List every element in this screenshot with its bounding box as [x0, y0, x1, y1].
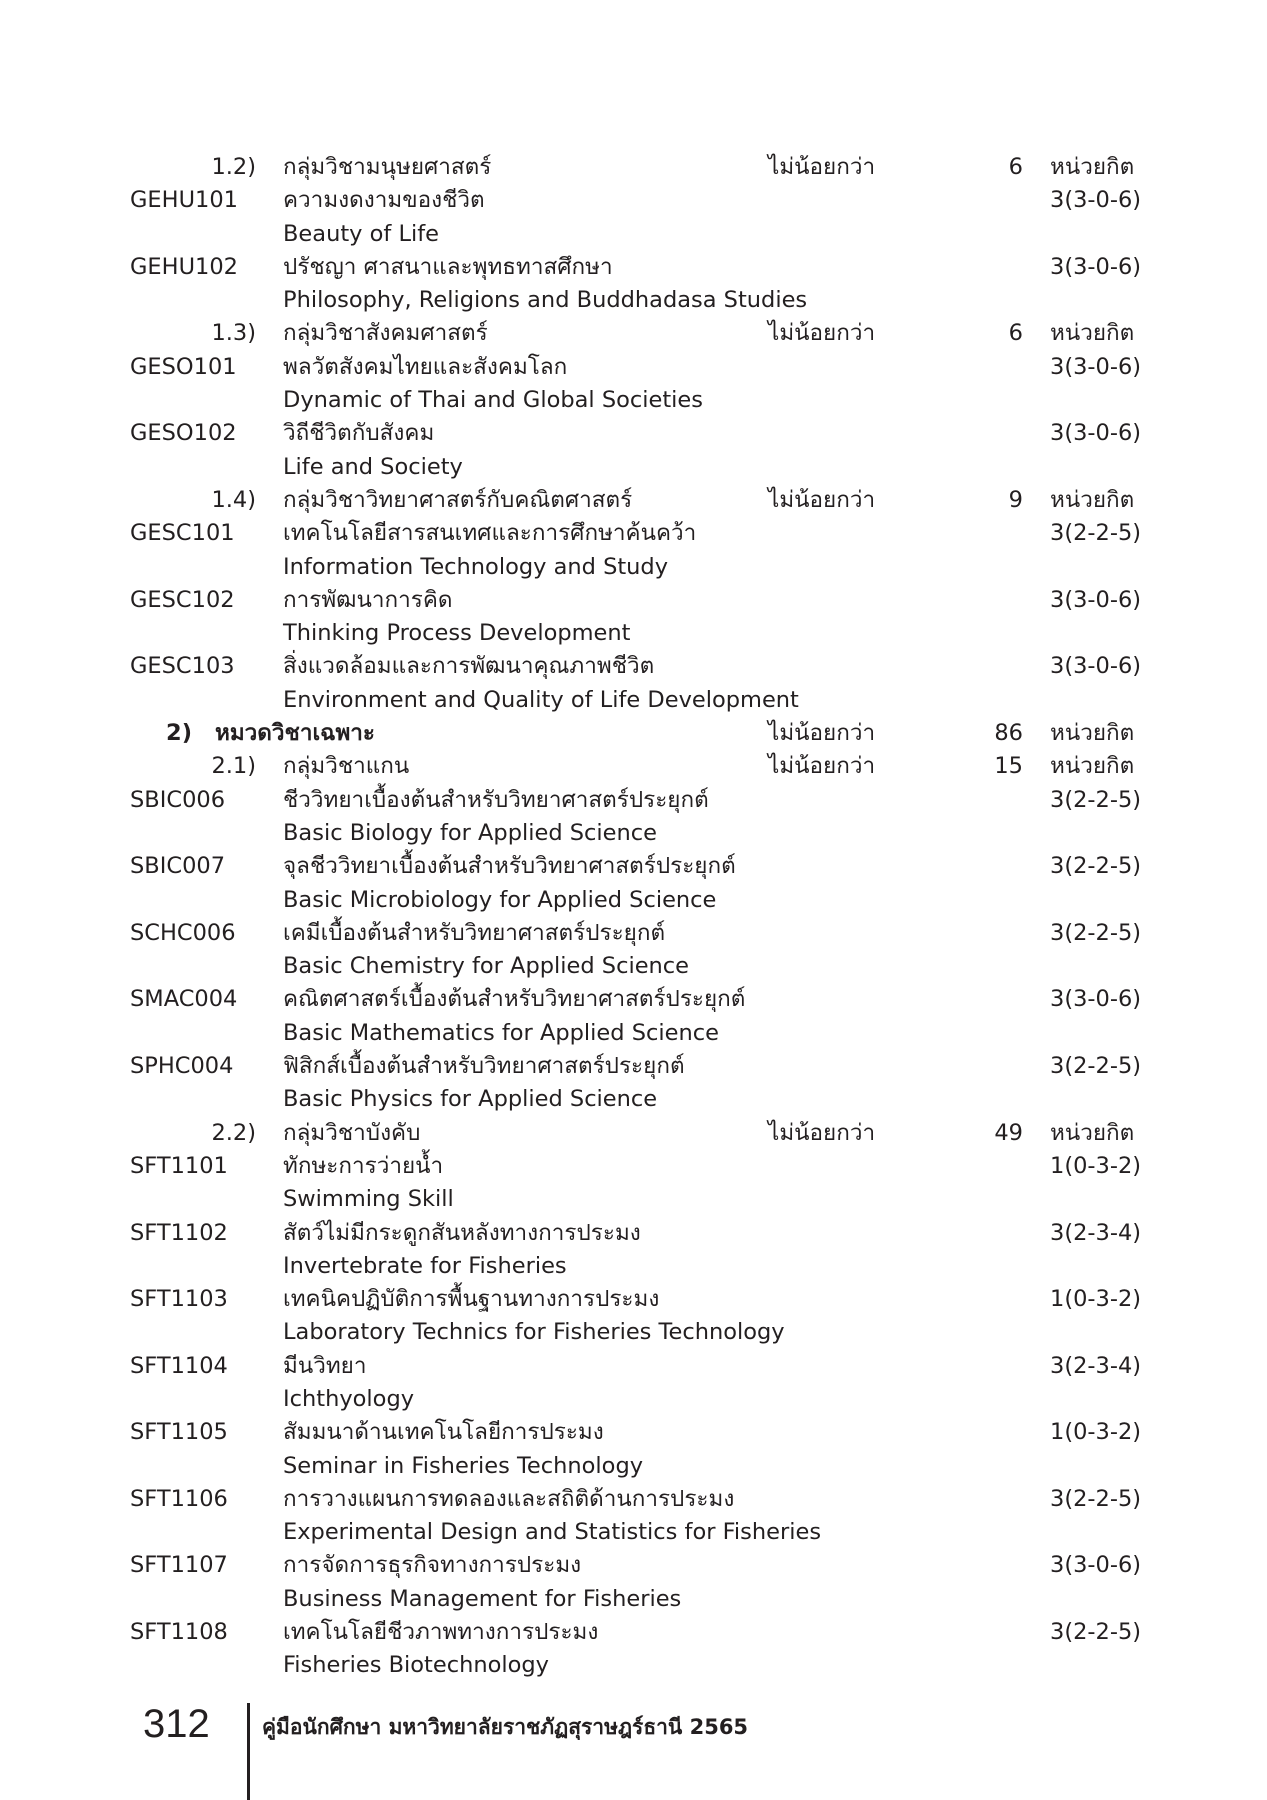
course-title-thai: ความงดงามของชีวิต	[283, 187, 485, 214]
course-row	[0, 850, 1267, 883]
course-credits: 3(2-2-5)	[1050, 1619, 1142, 1646]
footer-divider	[247, 1703, 250, 1800]
course-english-row	[0, 1649, 1267, 1682]
course-row	[0, 983, 1267, 1016]
section-number: 2)	[166, 720, 192, 747]
course-code: GESO101	[130, 353, 237, 380]
course-credits: 3(3-0-6)	[1050, 1552, 1142, 1579]
section-number: 1.4)	[211, 486, 256, 513]
course-row	[0, 584, 1267, 617]
course-code: SFT1108	[130, 1619, 228, 1646]
course-title-thai: สัตว์ไม่มีกระดูกสันหลังทางการประมง	[283, 1219, 641, 1246]
course-title-english: Ichthyology	[283, 1385, 415, 1412]
group-heading-row	[0, 484, 1267, 517]
credit-unit: หน่วยกิต	[1050, 753, 1135, 780]
course-english-row	[0, 551, 1267, 584]
course-title-english: Dynamic of Thai and Global Societies	[283, 387, 703, 414]
section-heading-row	[0, 717, 1267, 750]
course-credits: 3(2-2-5)	[1050, 786, 1142, 813]
course-english-row	[0, 950, 1267, 983]
course-row	[0, 1416, 1267, 1449]
course-row	[0, 1549, 1267, 1582]
course-english-row	[0, 1183, 1267, 1216]
course-title-english: Philosophy, Religions and Buddhadasa Studies	[283, 287, 808, 314]
course-credits: 1(0-3-2)	[1050, 1286, 1142, 1313]
credit-unit: หน่วยกิต	[1050, 720, 1135, 747]
section-number: 1.2)	[211, 154, 256, 180]
course-title-english: Basic Mathematics for Applied Science	[283, 1019, 719, 1046]
section-number: 1.3)	[211, 320, 256, 347]
course-row	[0, 1150, 1267, 1183]
course-title-thai: ทักษะการว่ายน้ำ	[283, 1152, 444, 1179]
group-heading-row	[0, 151, 1267, 184]
min-credits: 6	[1008, 154, 1023, 180]
course-credits: 3(2-2-5)	[1050, 853, 1142, 880]
course-english-row	[0, 284, 1267, 317]
course-title-thai: พลวัตสังคมไทยและสังคมโลก	[283, 353, 568, 380]
course-credits: 1(0-3-2)	[1050, 1419, 1142, 1446]
course-row	[0, 417, 1267, 450]
course-row	[0, 184, 1267, 217]
min-label: ไม่น้อยกว่า	[768, 753, 876, 780]
course-code: SCHC006	[130, 919, 236, 946]
min-credits: 86	[994, 720, 1023, 747]
course-credits: 3(2-2-5)	[1050, 1485, 1142, 1512]
course-credits: 3(3-0-6)	[1050, 653, 1142, 680]
course-row	[0, 1350, 1267, 1383]
course-code: GESC101	[130, 520, 235, 547]
course-english-row	[0, 1316, 1267, 1349]
min-credits: 15	[994, 753, 1023, 780]
min-credits: 9	[1008, 486, 1023, 513]
course-title-english: Information Technology and Study	[283, 553, 669, 580]
course-credits: 3(2-2-5)	[1050, 919, 1142, 946]
course-english-row	[0, 1450, 1267, 1483]
course-credits: 3(3-0-6)	[1050, 353, 1142, 380]
course-code: SFT1104	[130, 1352, 228, 1379]
course-title-english: Environment and Quality of Life Development	[283, 686, 799, 713]
course-title-thai: วิถีชีวิตกับสังคม	[283, 420, 435, 447]
course-title-thai: เทคโนโลยีชีวภาพทางการประมง	[283, 1619, 599, 1646]
course-title-english: Beauty of Life	[283, 220, 440, 247]
course-credits: 3(2-3-4)	[1050, 1219, 1142, 1246]
course-title-english: Seminar in Fisheries Technology	[283, 1452, 644, 1479]
course-title-english: Basic Microbiology for Applied Science	[283, 886, 717, 913]
course-english-row	[0, 1083, 1267, 1116]
min-label: ไม่น้อยกว่า	[768, 320, 876, 347]
min-label: ไม่น้อยกว่า	[768, 486, 876, 513]
section-title: กลุ่มวิชามนุษยศาสตร์	[283, 154, 492, 180]
course-title-thai: เคมีเบื้องต้นสำหรับวิทยาศาสตร์ประยุกต์	[283, 919, 666, 946]
course-title-english: Basic Biology for Applied Science	[283, 819, 657, 846]
credit-unit: หน่วยกิต	[1050, 1119, 1135, 1146]
course-credits: 3(3-0-6)	[1050, 187, 1142, 214]
course-title-english: Thinking Process Development	[283, 620, 631, 647]
course-code: SFT1106	[130, 1485, 228, 1512]
course-title-thai: สิ่งแวดล้อมและการพัฒนาคุณภาพชีวิต	[283, 653, 655, 680]
min-credits: 49	[994, 1119, 1023, 1146]
course-english-row	[0, 1017, 1267, 1050]
min-label: ไม่น้อยกว่า	[768, 720, 876, 747]
course-english-row	[0, 451, 1267, 484]
course-code: SFT1102	[130, 1219, 228, 1246]
group-heading-row	[0, 750, 1267, 783]
course-credits: 3(3-0-6)	[1050, 586, 1142, 613]
section-number: 2.1)	[211, 753, 256, 780]
course-title-thai: การจัดการธุรกิจทางการประมง	[283, 1552, 582, 1579]
course-row	[0, 1050, 1267, 1083]
course-row	[0, 351, 1267, 384]
credit-unit: หน่วยกิต	[1050, 154, 1135, 180]
course-row	[0, 1283, 1267, 1316]
course-code: SBIC006	[130, 786, 226, 813]
min-label: ไม่น้อยกว่า	[768, 154, 876, 180]
course-list	[0, 151, 1267, 1683]
course-title-thai: เทคนิคปฏิบัติการพื้นฐานทางการประมง	[283, 1286, 660, 1313]
course-row	[0, 784, 1267, 817]
course-english-row	[0, 617, 1267, 650]
course-credits: 3(2-2-5)	[1050, 1053, 1142, 1080]
course-english-row	[0, 1516, 1267, 1549]
course-title-english: Life and Society	[283, 453, 463, 480]
section-title: หมวดวิชาเฉพาะ	[215, 720, 376, 747]
course-title-thai: ฟิสิกส์เบื้องต้นสำหรับวิทยาศาสตร์ประยุกต์	[283, 1053, 685, 1080]
course-code: GEHU102	[130, 253, 238, 280]
course-english-row	[0, 384, 1267, 417]
course-code: GESO102	[130, 420, 237, 447]
course-english-row	[0, 1583, 1267, 1616]
group-heading-row	[0, 1117, 1267, 1150]
course-row	[0, 917, 1267, 950]
course-code: SFT1105	[130, 1419, 228, 1446]
course-title-english: Laboratory Technics for Fisheries Technology	[283, 1319, 785, 1346]
credit-unit: หน่วยกิต	[1050, 486, 1135, 513]
course-title-english: Experimental Design and Statistics for Fisheries	[283, 1519, 822, 1546]
course-row	[0, 1483, 1267, 1516]
course-credits: 3(3-0-6)	[1050, 986, 1142, 1013]
course-credits: 1(0-3-2)	[1050, 1152, 1142, 1179]
course-code: GESC103	[130, 653, 235, 680]
section-title: กลุ่มวิชาสังคมศาสตร์	[283, 320, 488, 347]
course-english-row	[0, 1250, 1267, 1283]
section-title: กลุ่มวิชาบังคับ	[283, 1119, 421, 1146]
course-english-row	[0, 817, 1267, 850]
course-english-row	[0, 218, 1267, 251]
min-credits: 6	[1008, 320, 1023, 347]
section-number: 2.2)	[211, 1119, 256, 1146]
footer-title: คู่มือนักศึกษา มหาวิทยาลัยราชภัฏสุราษฎร์ธานี 2565	[262, 1715, 749, 1739]
course-title-english: Basic Chemistry for Applied Science	[283, 953, 690, 980]
section-title: กลุ่มวิชาแกน	[283, 753, 410, 780]
course-credits: 3(3-0-6)	[1050, 253, 1142, 280]
course-code: SFT1103	[130, 1286, 228, 1313]
course-english-row	[0, 684, 1267, 717]
course-credits: 3(3-0-6)	[1050, 420, 1142, 447]
min-label: ไม่น้อยกว่า	[768, 1119, 876, 1146]
course-title-thai: มีนวิทยา	[283, 1352, 367, 1379]
course-credits: 3(2-3-4)	[1050, 1352, 1142, 1379]
course-title-thai: คณิตศาสตร์เบื้องต้นสำหรับวิทยาศาสตร์ประยุกต์	[283, 986, 746, 1013]
course-title-thai: เทคโนโลยีสารสนเทศและการศึกษาค้นคว้า	[283, 520, 697, 547]
course-title-thai: จุลชีววิทยาเบื้องต้นสำหรับวิทยาศาสตร์ประยุกต์	[283, 853, 736, 880]
course-code: GESC102	[130, 586, 235, 613]
course-code: SPHC004	[130, 1053, 234, 1080]
course-code: SMAC004	[130, 986, 238, 1013]
group-heading-row	[0, 317, 1267, 350]
course-row	[0, 251, 1267, 284]
page-number: 312	[143, 1702, 210, 1746]
course-row	[0, 517, 1267, 550]
course-title-english: Swimming Skill	[283, 1186, 454, 1213]
section-title: กลุ่มวิชาวิทยาศาสตร์กับคณิตศาสตร์	[283, 486, 633, 513]
course-title-thai: ชีววิทยาเบื้องต้นสำหรับวิทยาศาสตร์ประยุกต์	[283, 786, 709, 813]
course-credits: 3(2-2-5)	[1050, 520, 1142, 547]
course-title-thai: ปรัชญา ศาสนาและพุทธทาสศึกษา	[283, 253, 613, 280]
course-row	[0, 650, 1267, 683]
course-title-thai: การพัฒนาการคิด	[283, 586, 453, 613]
course-code: SFT1107	[130, 1552, 228, 1579]
course-row	[0, 1616, 1267, 1649]
course-title-english: Fisheries Biotechnology	[283, 1652, 549, 1679]
course-code: GEHU101	[130, 187, 238, 214]
course-title-thai: การวางแผนการทดลองและสถิติด้านการประมง	[283, 1485, 735, 1512]
course-title-thai: สัมมนาด้านเทคโนโลยีการประมง	[283, 1419, 604, 1446]
course-title-english: Basic Physics for Applied Science	[283, 1086, 658, 1113]
course-english-row	[0, 884, 1267, 917]
course-code: SBIC007	[130, 853, 226, 880]
course-row	[0, 1217, 1267, 1250]
course-code: SFT1101	[130, 1152, 228, 1179]
course-english-row	[0, 1383, 1267, 1416]
credit-unit: หน่วยกิต	[1050, 320, 1135, 347]
course-title-english: Invertebrate for Fisheries	[283, 1252, 567, 1279]
course-title-english: Business Management for Fisheries	[283, 1585, 682, 1612]
